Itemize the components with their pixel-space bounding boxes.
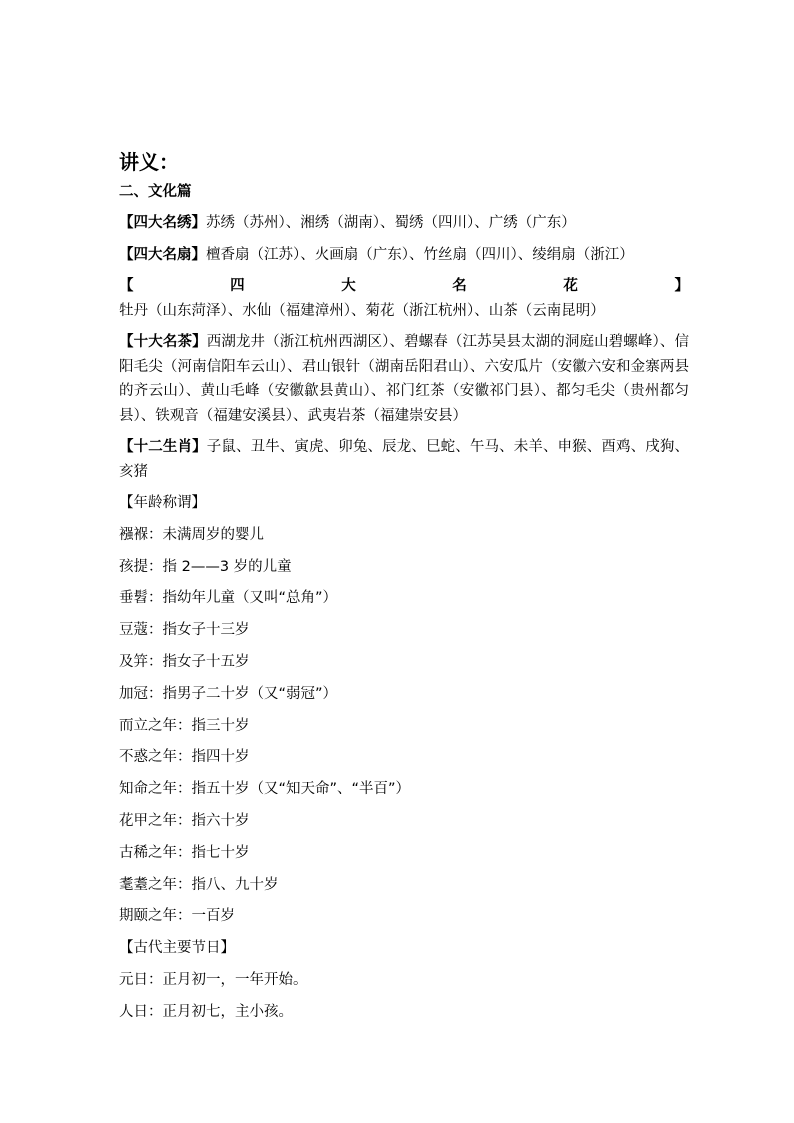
- age-term: 垂髫：: [119, 590, 163, 607]
- section-heading: 二、文化篇: [119, 184, 192, 200]
- age-item: [119, 586, 689, 611]
- age-item: [119, 714, 689, 739]
- category-label: 【四大名花】: [119, 278, 689, 294]
- age-item: [119, 682, 689, 707]
- category-text: 苏绣（苏州）、湘绣（湖南）、蜀绣（四川）、广绣（广东）: [206, 215, 576, 231]
- festival-item: [119, 1000, 689, 1025]
- age-term: 期颐之年：: [119, 908, 192, 925]
- category-label: 【四大名扇】: [119, 246, 206, 263]
- age-desc: 未满周岁的婴儿: [162, 526, 264, 543]
- age-term: 古稀之年：: [119, 844, 192, 861]
- age-item: [119, 618, 689, 643]
- age-item: [119, 555, 689, 580]
- category-text: 檀香扇（江苏）、火画扇（广东）、竹丝扇（四川）、绫绢扇（浙江）: [206, 246, 634, 263]
- category-text: 西湖龙井（浙江杭州西湖区）、碧螺春（江苏吴县太湖的洞庭山碧螺峰）、信阳毛尖（河南信阳车云山）、君山银针（湖南岳阳君山）、六安瓜片（安徽六安和金寨两县的齐云山）、黄山毛峰（安徽歙县黄山）、祁门红茶（安徽祁门县）、都匀毛尖（贵州都匀县）、铁观音（福建安溪县）、武夷岩茶（福建崇安县）: [119, 334, 690, 424]
- age-item: [119, 904, 689, 929]
- age-desc: 一百岁: [191, 908, 235, 925]
- document-title: 讲义：: [119, 150, 179, 174]
- age-term: 耄耋之年：: [119, 876, 192, 893]
- age-desc: 指女子十五岁: [162, 653, 250, 670]
- category-fans: [119, 243, 689, 268]
- age-term: 加冠：: [119, 685, 163, 702]
- festival-item: [119, 968, 689, 993]
- category-label: 【十大名茶】: [119, 334, 207, 350]
- age-desc: 指八、九十岁: [191, 876, 279, 893]
- age-desc: 指五十岁（又“知天命”、“半百”）: [191, 781, 411, 798]
- category-label: 【十二生肖】: [119, 439, 207, 455]
- age-item: [119, 650, 689, 675]
- age-term: 孩提：: [119, 558, 163, 575]
- age-desc: 指三十岁: [191, 717, 250, 734]
- category-label: 【四大名绣】: [119, 215, 206, 231]
- document-content: [119, 147, 689, 1032]
- age-term: 花甲之年：: [119, 812, 192, 829]
- category-text: 子鼠、丑牛、寅虎、卯兔、辰龙、巳蛇、午马、未羊、申猴、酉鸡、戌狗、亥猪: [119, 439, 690, 480]
- age-desc: 指男子二十岁（又“弱冠”）: [162, 685, 338, 702]
- age-term: 知命之年：: [119, 781, 192, 798]
- age-desc: 指女子十三岁: [162, 622, 250, 639]
- category-zodiac: [119, 435, 689, 484]
- age-desc: 指 2——3 岁的儿童: [162, 558, 292, 575]
- category-embroidery: [119, 211, 689, 236]
- festival-heading: 【古代主要节日】: [119, 940, 235, 957]
- age-desc: 指四十岁: [191, 749, 250, 766]
- age-item: [119, 809, 689, 834]
- festival-desc: 正月初一，一年开始。: [162, 971, 308, 988]
- age-term: 襁褓：: [119, 526, 163, 543]
- age-term: 不惑之年：: [119, 749, 192, 766]
- category-flowers: [119, 274, 689, 323]
- age-heading: 【年龄称谓】: [119, 495, 206, 511]
- age-desc: 指六十岁: [191, 812, 250, 829]
- age-desc: 指幼年儿童（又叫“总角”）: [162, 590, 338, 607]
- age-item: [119, 777, 689, 802]
- festival-term: 人日：: [119, 1003, 163, 1020]
- age-term: 豆蔻：: [119, 622, 163, 639]
- age-item: [119, 745, 689, 770]
- category-text: 牡丹（山东菏泽）、水仙（福建漳州）、菊花（浙江杭州）、山茶（云南昆明）: [119, 302, 605, 319]
- age-desc: 指七十岁: [191, 844, 250, 861]
- category-teas: [119, 330, 689, 428]
- age-item: [119, 873, 689, 898]
- age-term: 而立之年：: [119, 717, 192, 734]
- age-term: 及笄：: [119, 653, 163, 670]
- age-item: [119, 523, 689, 548]
- festival-term: 元日：: [119, 971, 163, 988]
- age-item: [119, 841, 689, 866]
- festival-desc: 正月初七，主小孩。: [162, 1003, 293, 1020]
